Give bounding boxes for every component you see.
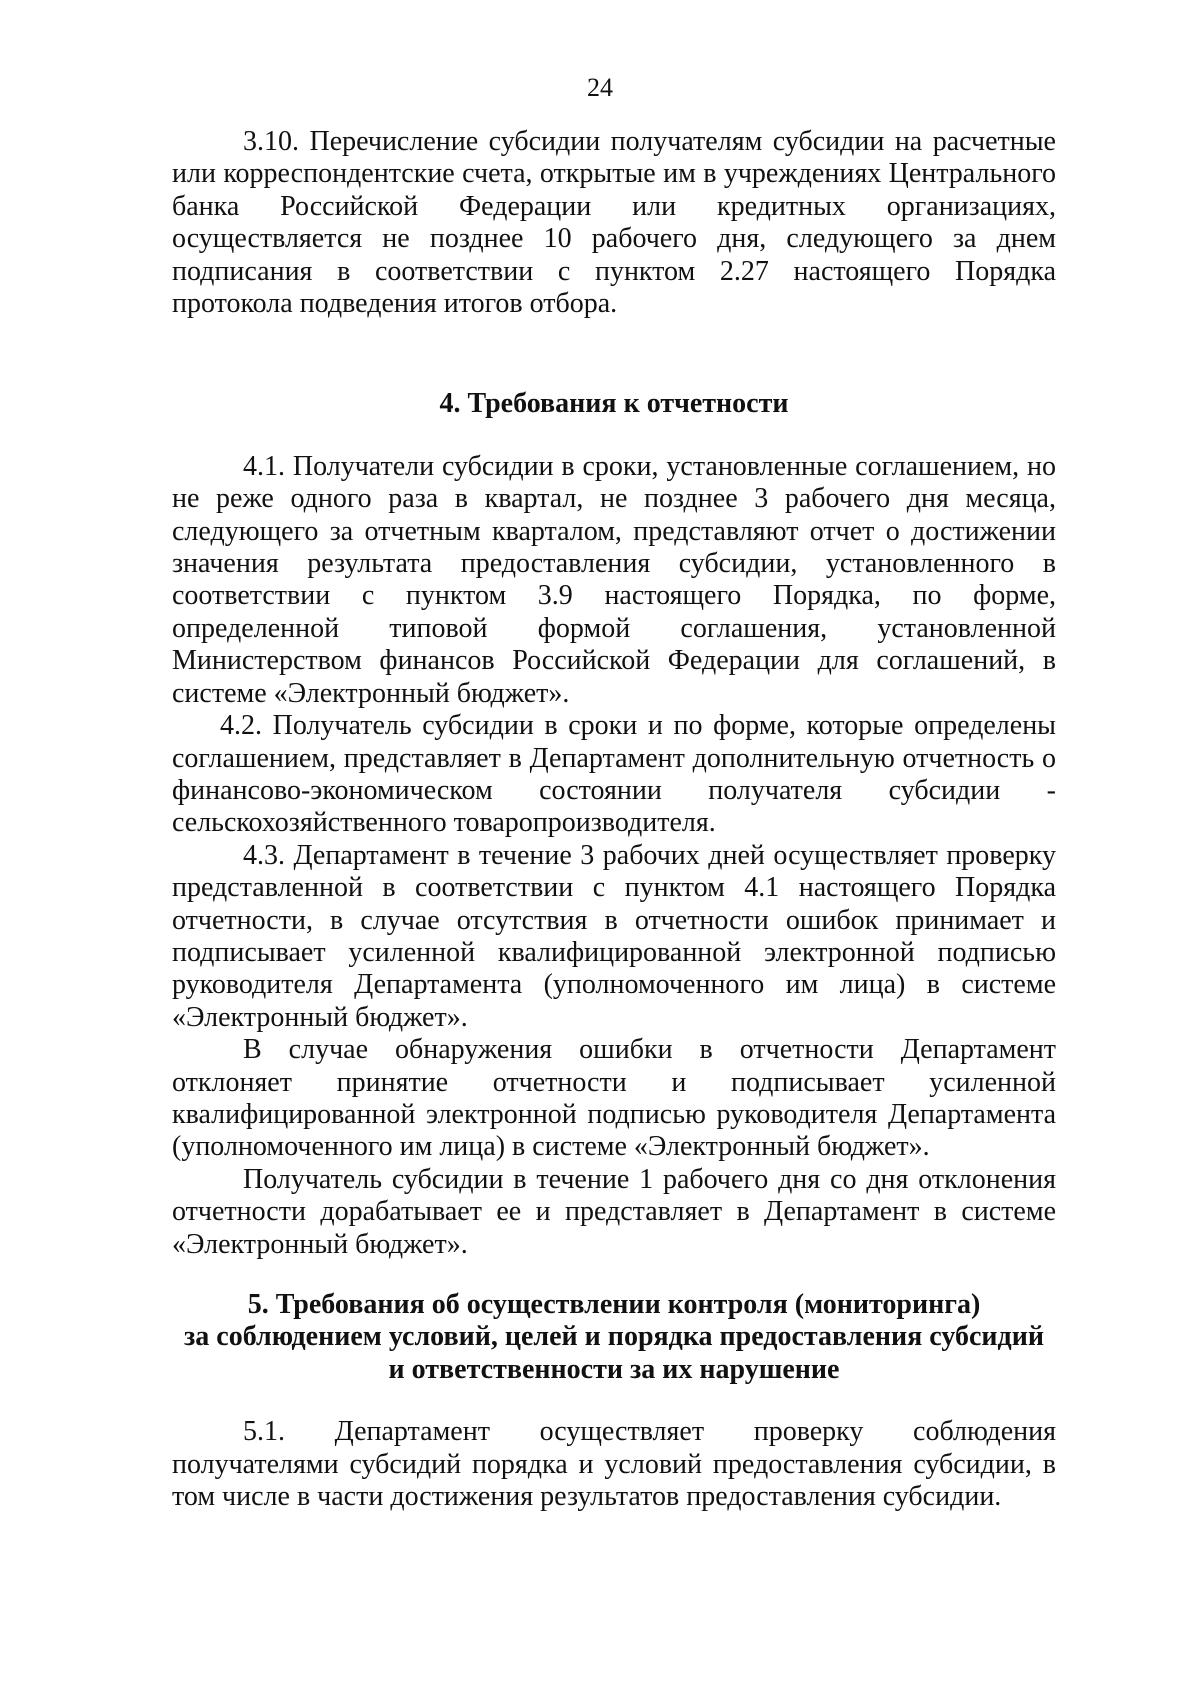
paragraph-4-3-error-case: В случае обнаружения ошибки в отчетности Департамент отклоняет принятие отчетности и подписывает усиленной квалифицированной электронной подписью руководителя Департамента (уполномоченного им лица) в системе «Электронный бюджет». bbox=[172, 1034, 1056, 1163]
paragraph-5-1: 5.1. Департамент осуществляет проверку соблюдения получателями субсидий порядка и условий предоставления субсидии, в том числе в части достижения результатов предоставления субсидии. bbox=[172, 1416, 1056, 1513]
section-5-title-line-1: 5. Требования об осуществлении контроля (мониторинга) bbox=[247, 1289, 981, 1320]
section-5-title-line-3: и ответственности за их нарушение bbox=[388, 1353, 840, 1385]
section-4-title: 4. Требования к отчетности bbox=[439, 388, 789, 420]
section-5-title-line-2: за соблюдением условий, целей и порядка предоставления субсидий bbox=[184, 1321, 1044, 1353]
document-body bbox=[172, 126, 1056, 1513]
paragraph-4-2: 4.2. Получатель субсидии в сроки и по форме, которые определены соглашением, представляет в Департамент дополнительную отчетность о финансово-экономическом состоянии получателя субсидии - сельскохозяйственного товаропроизводителя. bbox=[172, 710, 1056, 839]
section-5-title bbox=[172, 1289, 1056, 1386]
paragraph-3-10: 3.10. Перечисление субсидии получателям субсидии на расчетные или корреспондентские счета, открытые им в учреждениях Центрального банка Российской Федерации или кредитных организациях, осуществляется не позднее 10 рабочего дня, следующего за днем подписания в соответствии с пунктом 2.27 настоящего Порядка протокола подведения итогов отбора. bbox=[172, 126, 1056, 320]
paragraph-4-3-rework: Получатель субсидии в течение 1 рабочего дня со дня отклонения отчетности дорабатывает ее и представляет в Департамент в системе «Электронный бюджет». bbox=[172, 1163, 1056, 1260]
page-number: 24 bbox=[587, 73, 613, 102]
paragraph-4-1: 4.1. Получатели субсидии в сроки, установленные соглашением, но не реже одного раза в квартал, не позднее 3 рабочего дня месяца, следующего за отчетным кварталом, представляют отчет о достижении значения результата предоставления субсидии, установленного в соответствии с пунктом 3.9 настоящего Порядка, по форме, определенной типовой формой соглашения, установленной Министерством финансов Российской Федерации для соглашений, в системе «Электронный бюджет». bbox=[172, 450, 1056, 709]
paragraph-4-3: 4.3. Департамент в течение 3 рабочих дней осуществляет проверку представленной в соответствии с пунктом 4.1 настоящего Порядка отчетности, в случае отсутствия в отчетности ошибок принимает и подписывает усиленной квалифицированной электронной подписью руководителя Департамента (уполномоченного им лица) в системе «Электронный бюджет». bbox=[172, 839, 1056, 1033]
